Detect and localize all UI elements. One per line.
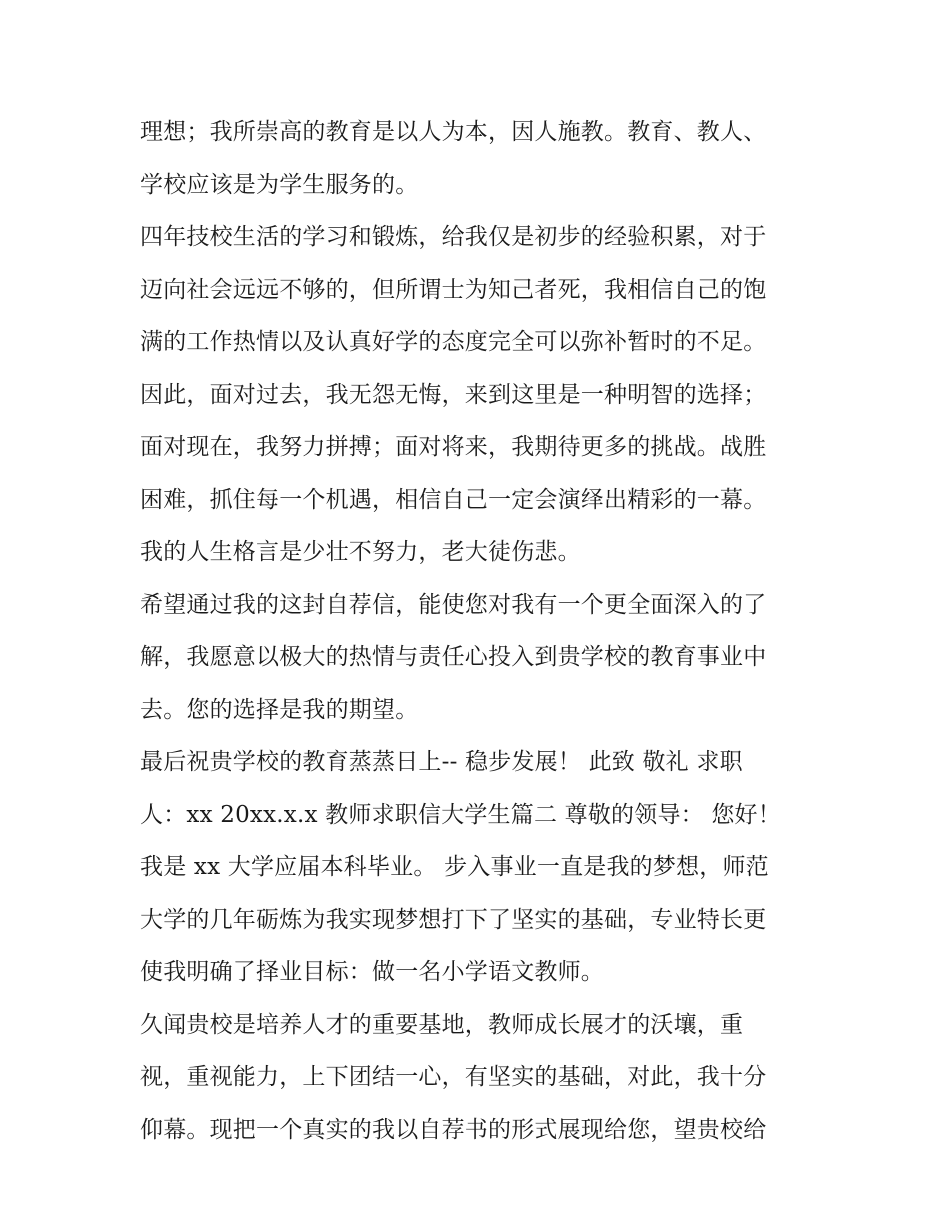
text-line: 大学的几年砺炼为我实现梦想打下了坚实的基础，专业特长更 xyxy=(140,906,767,933)
text-line: 最后祝贵学校的教育蒸蒸日上-- 稳步发展！ 此致 敬礼 求职 xyxy=(140,749,743,775)
text-line: 因此，面对过去，我无怨无悔，来到这里是一种明智的选择； xyxy=(140,381,767,408)
text-line: 解，我愿意以极大的热情与责任心投入到贵学校的教育事业中 xyxy=(140,644,767,670)
text-line: 人：xx 20xx.x.x 教师求职信大学生篇二 尊敬的领导： 您好！ xyxy=(140,801,781,828)
text-line: 理想；我所崇高的教育是以人为本，因人施教。教育、教人、 xyxy=(140,119,767,145)
text-line: 满的工作热情以及认真好学的态度完全可以弥补暂时的不足。 xyxy=(140,329,767,355)
text-line: 去。您的选择是我的期望。 xyxy=(140,696,419,723)
text-line: 使我明确了择业目标：做一名小学语文教师。 xyxy=(140,959,604,985)
letter-body xyxy=(140,106,820,1156)
text-line: 仰幕。现把一个真实的我以自荐书的形式展现给您，望贵校给 xyxy=(140,1116,767,1143)
text-line: 久闻贵校是培养人才的重要基地，教师成长展才的沃壤，重 xyxy=(140,1011,744,1038)
text-line: 四年技校生活的学习和锻炼，给我仅是初步的经验积累，对于 xyxy=(140,224,767,250)
text-line: 困难，抓住每一个机遇，相信自己一定会演绎出精彩的一幕。 xyxy=(140,486,767,513)
text-line: 希望通过我的这封自荐信，能使您对我有一个更全面深入的了 xyxy=(140,591,767,618)
text-line: 我是 xx 大学应届本科毕业。 步入事业一直是我的梦想，师范 xyxy=(140,854,769,880)
text-line: 面对现在，我努力拼搏；面对将来，我期待更多的挑战。战胜 xyxy=(140,434,767,460)
text-line: 学校应该是为学生服务的。 xyxy=(140,171,419,198)
text-line: 我的人生格言是少壮不努力，老大徒伤悲。 xyxy=(140,539,581,565)
text-line: 迈向社会远远不够的，但所谓士为知己者死，我相信自己的饱 xyxy=(140,276,767,303)
text-line: 视，重视能力，上下团结一心，有坚实的基础，对此，我十分 xyxy=(140,1064,767,1090)
